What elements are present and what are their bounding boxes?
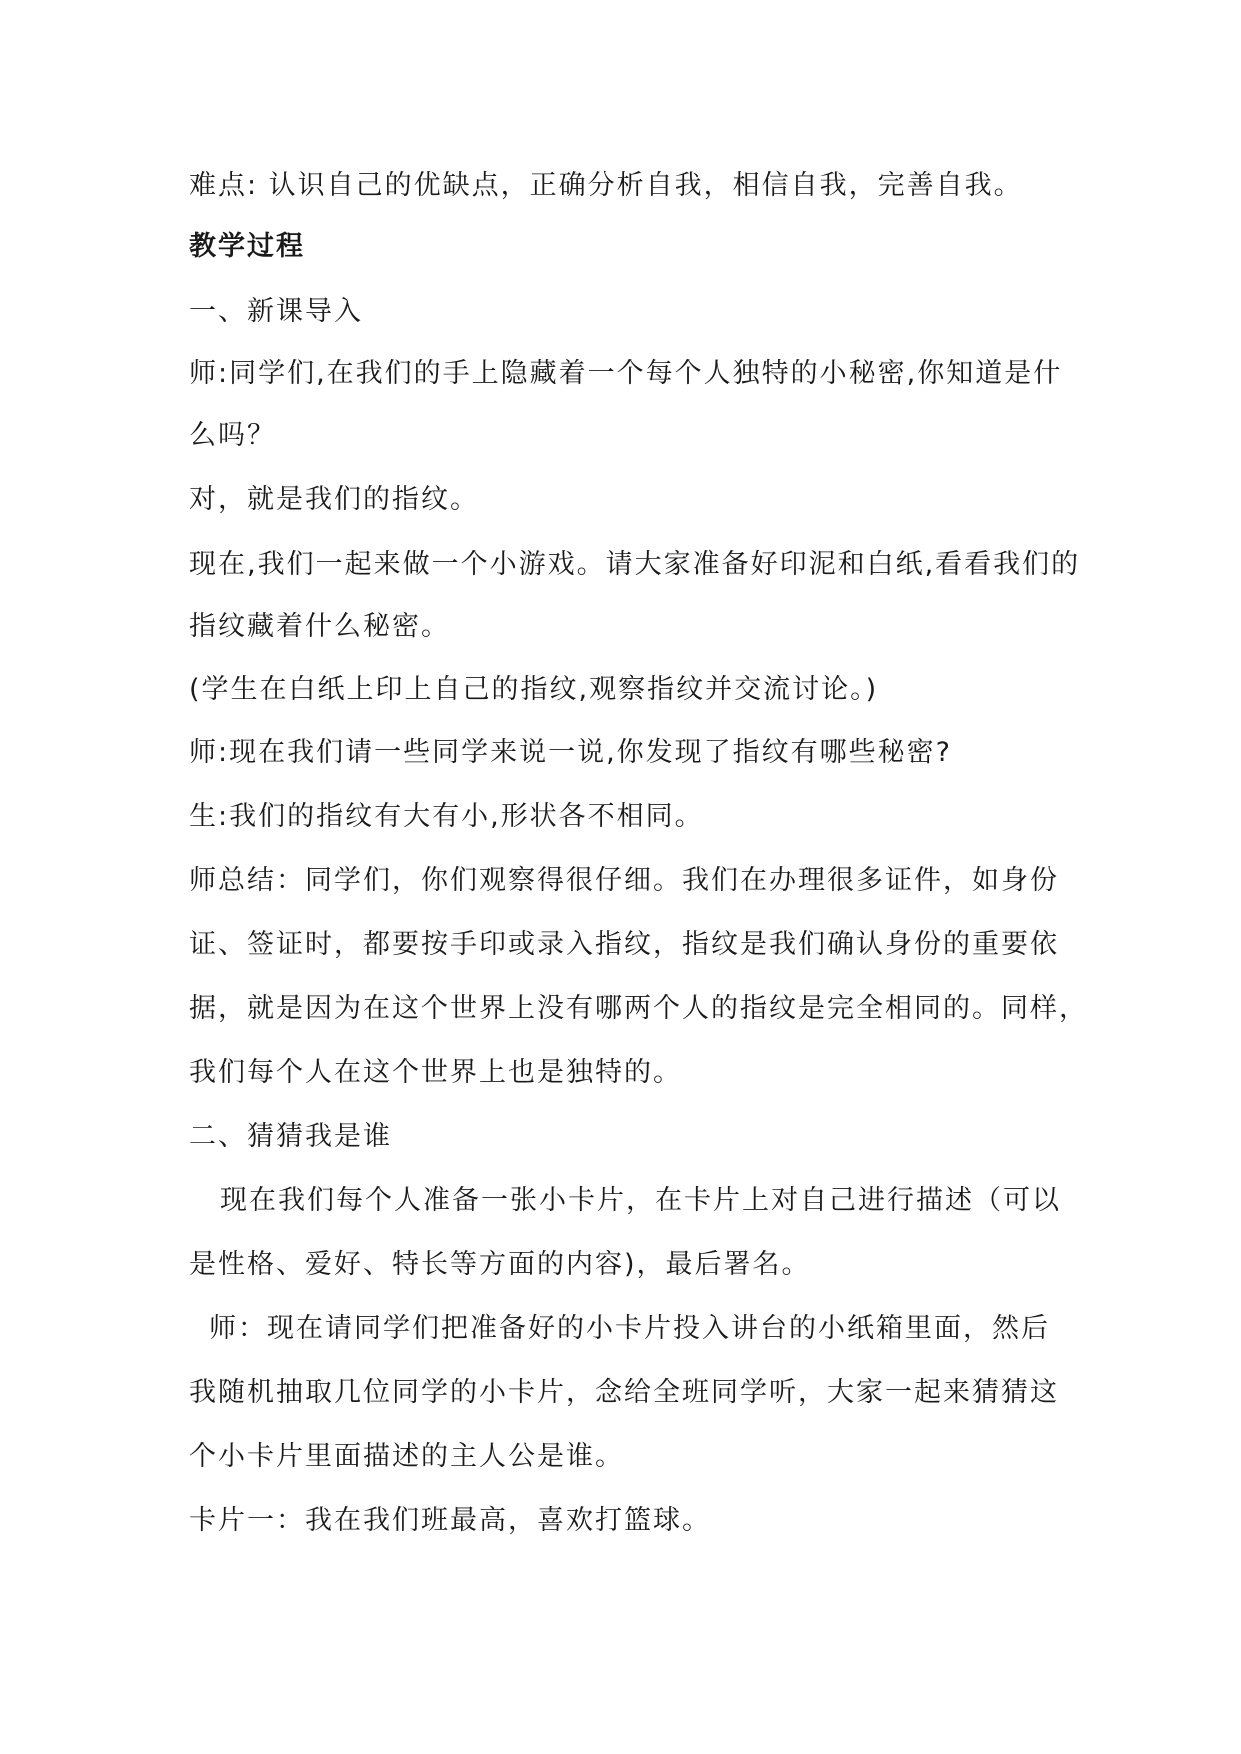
paragraph-line: 么吗？ <box>189 420 276 451</box>
paragraph-line: 师总结：同学们，你们观察得很仔细。我们在办理很多证件，如身份 <box>189 865 1059 896</box>
section-heading-guess: 二、猜猜我是谁 <box>189 1121 392 1152</box>
section-heading-intro: 一、新课导入 <box>189 296 363 327</box>
paragraph-line: 对，就是我们的指纹。 <box>189 484 479 515</box>
paragraph-line: 我们每个人在这个世界上也是独特的。 <box>189 1057 682 1088</box>
paragraph-line: 师:现在我们请一些同学来说一说,你发现了指纹有哪些秘密? <box>189 737 953 768</box>
paragraph-line: 师：现在请同学们把准备好的小卡片投入讲台的小纸箱里面，然后 <box>209 1313 1050 1344</box>
paragraph-line: 证、签证时，都要按手印或录入指纹，指纹是我们确认身份的重要依 <box>189 929 1059 960</box>
paragraph-line: 个小卡片里面描述的主人公是谁。 <box>189 1441 624 1472</box>
paragraph-line: 指纹藏着什么秘密。 <box>189 611 450 642</box>
paragraph-line: 卡片一：我在我们班最高，喜欢打篮球。 <box>189 1505 711 1536</box>
paragraph-line: 我随机抽取几位同学的小卡片，念给全班同学听，大家一起来猜猜这 <box>189 1377 1059 1408</box>
paragraph-line: 生:我们的指纹有大有小,形状各不相同。 <box>189 801 704 832</box>
paragraph-line: 师:同学们,在我们的手上隐藏着一个每个人独特的小秘密,你知道是什 <box>189 358 1063 389</box>
paragraph-line: 现在我们每个人准备一张小卡片，在卡片上对自己进行描述（可以 <box>220 1185 1061 1216</box>
paragraph-line: 是性格、爱好、特长等方面的内容)，最后署名。 <box>189 1249 811 1280</box>
teaching-process-heading: 教学过程 <box>189 231 305 262</box>
paragraph-line: (学生在白纸上印上自己的指纹,观察指纹并交流讨论。) <box>189 674 879 705</box>
paragraph-line: 据，就是因为在这个世界上没有哪两个人的指纹是完全相同的。同样， <box>189 993 1088 1024</box>
difficulty-line: 难点: 认识自己的优缺点，正确分析自我，相信自我，完善自我。 <box>189 170 1023 201</box>
paragraph-line: 现在,我们一起来做一个小游戏。请大家准备好印泥和白纸,看看我们的 <box>189 549 1081 580</box>
